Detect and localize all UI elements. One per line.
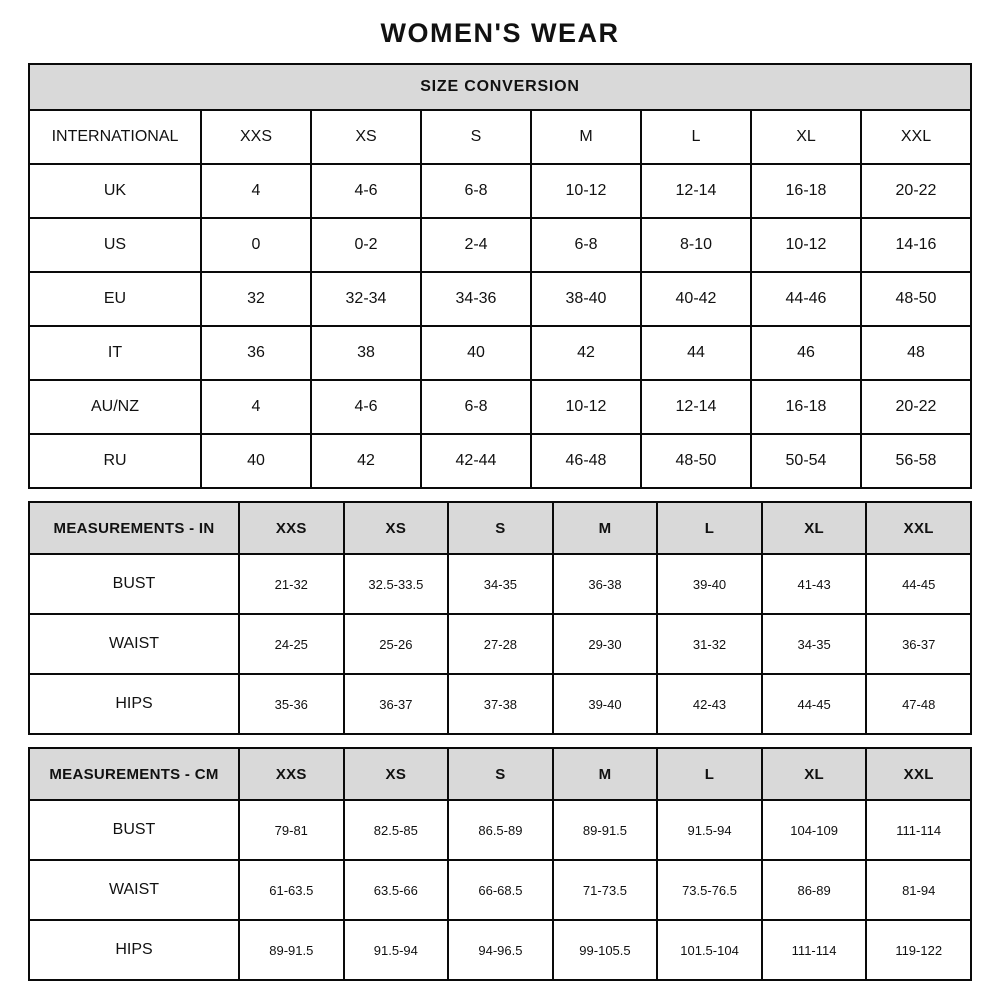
row-label-cell: WAIST [29, 860, 239, 920]
row-label-cell: BUST [29, 800, 239, 860]
value-cell: 10-12 [531, 380, 641, 434]
value-cell: 27-28 [448, 614, 553, 674]
value-cell: 40 [201, 434, 311, 488]
value-cell: 39-40 [657, 554, 762, 614]
value-cell: 39-40 [553, 674, 658, 734]
value-cell: XXL [861, 110, 971, 164]
row-label-cell: UK [29, 164, 201, 218]
measurements-cm-table [28, 747, 972, 981]
value-cell: 89-91.5 [239, 920, 344, 980]
size-column-header: XL [762, 502, 867, 554]
value-cell: 6-8 [421, 164, 531, 218]
value-cell: 14-16 [861, 218, 971, 272]
value-cell: 42-44 [421, 434, 531, 488]
size-conversion-table [28, 63, 972, 489]
value-cell: 4 [201, 164, 311, 218]
value-cell: 86.5-89 [448, 800, 553, 860]
value-cell: 48-50 [861, 272, 971, 326]
value-cell: 36 [201, 326, 311, 380]
table-row [29, 920, 971, 980]
value-cell: 4-6 [311, 380, 421, 434]
value-cell: XL [751, 110, 861, 164]
table-row [29, 164, 971, 218]
table-row [29, 272, 971, 326]
value-cell: 46-48 [531, 434, 641, 488]
value-cell: 44-46 [751, 272, 861, 326]
size-column-header: XXL [866, 748, 971, 800]
value-cell: 111-114 [762, 920, 867, 980]
value-cell: 46 [751, 326, 861, 380]
size-column-header: S [448, 502, 553, 554]
value-cell: 32 [201, 272, 311, 326]
value-cell: M [531, 110, 641, 164]
value-cell: 40 [421, 326, 531, 380]
table-row [29, 674, 971, 734]
measurements-in-header-row [29, 502, 971, 554]
value-cell: 99-105.5 [553, 920, 658, 980]
row-label-cell: IT [29, 326, 201, 380]
table-row [29, 326, 971, 380]
value-cell: 20-22 [861, 380, 971, 434]
value-cell: 111-114 [866, 800, 971, 860]
value-cell: L [641, 110, 751, 164]
value-cell: 16-18 [751, 164, 861, 218]
value-cell: 0-2 [311, 218, 421, 272]
size-column-header: XXS [239, 502, 344, 554]
size-column-header: M [553, 748, 658, 800]
value-cell: 44 [641, 326, 751, 380]
value-cell: 61-63.5 [239, 860, 344, 920]
value-cell: 47-48 [866, 674, 971, 734]
value-cell: 31-32 [657, 614, 762, 674]
value-cell: 35-36 [239, 674, 344, 734]
value-cell: 48 [861, 326, 971, 380]
size-column-header: XS [344, 748, 449, 800]
value-cell: 44-45 [866, 554, 971, 614]
size-column-header: M [553, 502, 658, 554]
row-label-cell: BUST [29, 554, 239, 614]
value-cell: 34-36 [421, 272, 531, 326]
row-label-cell: HIPS [29, 674, 239, 734]
table-row [29, 218, 971, 272]
value-cell: 16-18 [751, 380, 861, 434]
value-cell: 10-12 [531, 164, 641, 218]
table-row [29, 860, 971, 920]
value-cell: 94-96.5 [448, 920, 553, 980]
value-cell: 6-8 [531, 218, 641, 272]
value-cell: 66-68.5 [448, 860, 553, 920]
measurements-cm-header-label: MEASUREMENTS - CM [29, 748, 239, 800]
row-label-cell: US [29, 218, 201, 272]
size-column-header: S [448, 748, 553, 800]
value-cell: 2-4 [421, 218, 531, 272]
value-cell: 29-30 [553, 614, 658, 674]
row-label-cell: INTERNATIONAL [29, 110, 201, 164]
size-conversion-banner: SIZE CONVERSION [29, 64, 971, 110]
value-cell: 12-14 [641, 164, 751, 218]
value-cell: 71-73.5 [553, 860, 658, 920]
row-label-cell: EU [29, 272, 201, 326]
value-cell: 63.5-66 [344, 860, 449, 920]
value-cell: 34-35 [448, 554, 553, 614]
value-cell: 42 [531, 326, 641, 380]
measurements-in-header-label: MEASUREMENTS - IN [29, 502, 239, 554]
value-cell: 56-58 [861, 434, 971, 488]
table-row [29, 110, 971, 164]
value-cell: 50-54 [751, 434, 861, 488]
value-cell: S [421, 110, 531, 164]
value-cell: XS [311, 110, 421, 164]
value-cell: 91.5-94 [657, 800, 762, 860]
value-cell: 44-45 [762, 674, 867, 734]
value-cell: 104-109 [762, 800, 867, 860]
measurements-in-table [28, 501, 972, 735]
value-cell: 6-8 [421, 380, 531, 434]
row-label-cell: HIPS [29, 920, 239, 980]
row-label-cell: WAIST [29, 614, 239, 674]
value-cell: 91.5-94 [344, 920, 449, 980]
table-row [29, 380, 971, 434]
value-cell: 4 [201, 380, 311, 434]
value-cell: 48-50 [641, 434, 751, 488]
value-cell: 36-37 [344, 674, 449, 734]
value-cell: 12-14 [641, 380, 751, 434]
value-cell: 42 [311, 434, 421, 488]
size-chart-page [28, 0, 972, 981]
row-label-cell: AU/NZ [29, 380, 201, 434]
value-cell: 20-22 [861, 164, 971, 218]
value-cell: 32-34 [311, 272, 421, 326]
value-cell: 41-43 [762, 554, 867, 614]
value-cell: 81-94 [866, 860, 971, 920]
value-cell: 10-12 [751, 218, 861, 272]
value-cell: 79-81 [239, 800, 344, 860]
value-cell: 25-26 [344, 614, 449, 674]
value-cell: 8-10 [641, 218, 751, 272]
value-cell: 119-122 [866, 920, 971, 980]
value-cell: 4-6 [311, 164, 421, 218]
row-label-cell: RU [29, 434, 201, 488]
size-column-header: XXL [866, 502, 971, 554]
value-cell: 34-35 [762, 614, 867, 674]
value-cell: 73.5-76.5 [657, 860, 762, 920]
value-cell: 32.5-33.5 [344, 554, 449, 614]
size-column-header: XL [762, 748, 867, 800]
value-cell: 82.5-85 [344, 800, 449, 860]
size-column-header: L [657, 748, 762, 800]
value-cell: 0 [201, 218, 311, 272]
value-cell: 37-38 [448, 674, 553, 734]
value-cell: 38 [311, 326, 421, 380]
value-cell: 24-25 [239, 614, 344, 674]
size-column-header: XXS [239, 748, 344, 800]
table-row [29, 800, 971, 860]
measurements-cm-header-row [29, 748, 971, 800]
value-cell: 89-91.5 [553, 800, 658, 860]
size-column-header: XS [344, 502, 449, 554]
size-column-header: L [657, 502, 762, 554]
page-title: WOMEN'S WEAR [380, 18, 620, 48]
value-cell: 40-42 [641, 272, 751, 326]
table-row [29, 554, 971, 614]
value-cell: 36-37 [866, 614, 971, 674]
value-cell: XXS [201, 110, 311, 164]
value-cell: 21-32 [239, 554, 344, 614]
value-cell: 101.5-104 [657, 920, 762, 980]
value-cell: 42-43 [657, 674, 762, 734]
value-cell: 36-38 [553, 554, 658, 614]
value-cell: 38-40 [531, 272, 641, 326]
table-row [29, 434, 971, 488]
table-row [29, 614, 971, 674]
value-cell: 86-89 [762, 860, 867, 920]
